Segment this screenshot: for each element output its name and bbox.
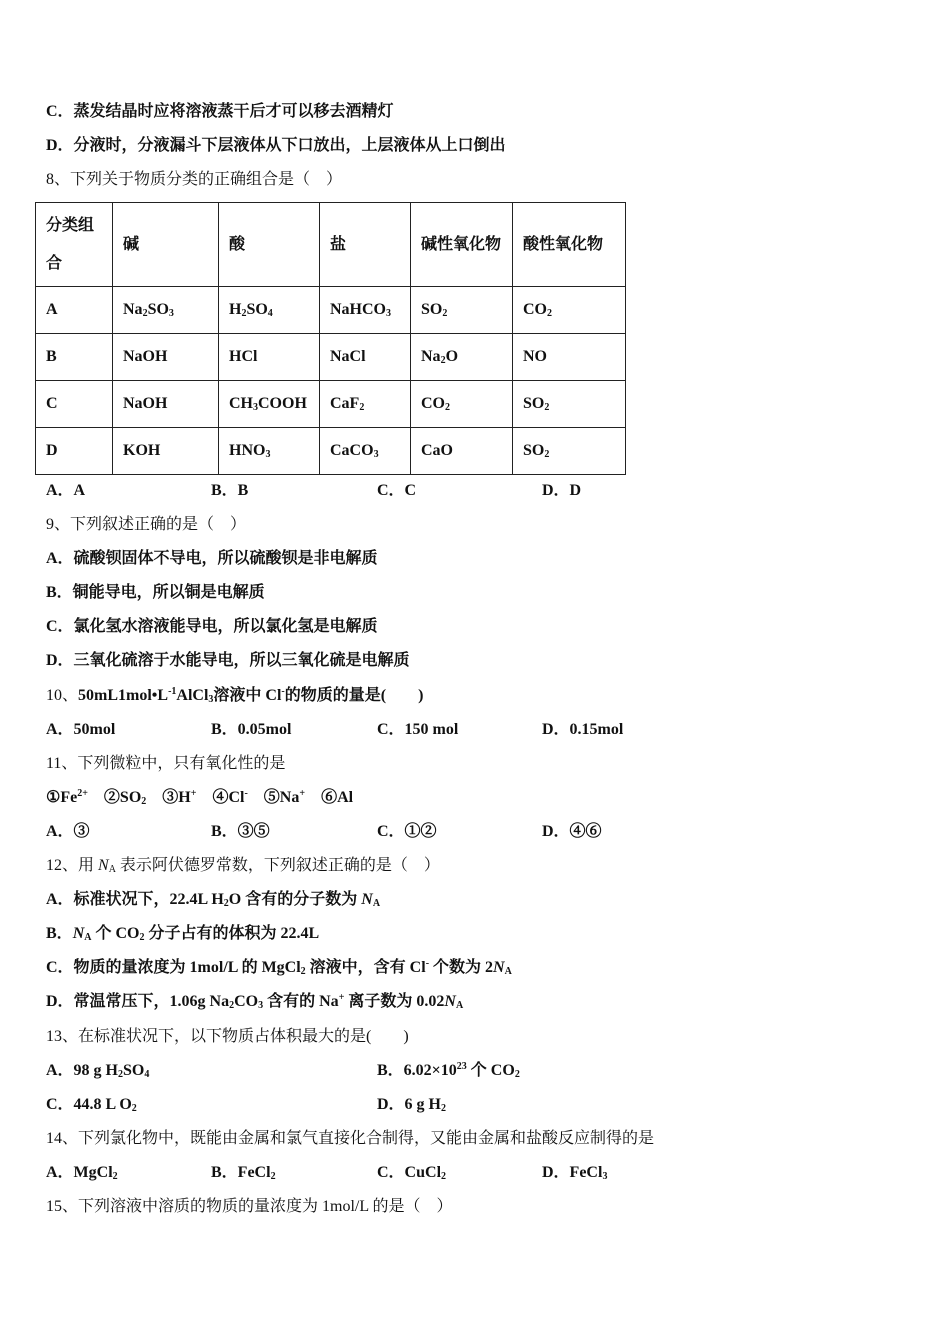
table-cell: CaF$_2$ [320,381,411,428]
table-cell: CaCO$_3$ [320,428,411,475]
q8-option-b: B．B [211,482,249,499]
table-row [36,381,626,428]
table-cell: $CO_2$ [513,287,626,334]
table-cell: $CO_2$ [411,381,513,428]
q14-option-a: A．MgCl$_2$ [46,1164,118,1182]
q12-option-a: A．标准状况下，22.4L $H_2O$ 含有的分子数为 $N_A$ [46,891,381,909]
q15-stem: 15、下列溶液中溶质的物质的量浓度为 1mol/L 的是（ ） [46,1198,453,1215]
q13-stem: 13、在标准状况下，以下物质占体积最大的是( ) [46,1028,409,1045]
q11-particles: $①Fe^{2+}$ $②SO_2$ ③H+ ④Cl- ⑤Na+ ⑥Al [46,788,354,807]
table-cell: C [36,381,113,428]
header-cell: 分类组合 [36,203,113,287]
table-cell: NaCl [320,334,411,381]
q10-stem: 10、$50mL1mol•L^{-1}AlCl_3$溶液中 Cl-的物质的量是( ) [46,686,424,705]
q9-stem: 9、下列叙述正确的是（ ） [46,516,247,533]
table-cell: KOH [113,428,219,475]
table-cell: D [36,428,113,475]
q14-option-d: D．FeCl$_3$ [542,1164,608,1182]
q12-option-d: D．常温常压下，1.06g $Na_2CO_3$ 含有的 Na+ 离子数为 $0.02N_A$ [46,992,464,1011]
q14-option-b: B．FeCl$_2$ [211,1164,276,1182]
table-cell: A [36,287,113,334]
q13-option-c: C．44.8 L $O_2$ [46,1096,137,1114]
q13-option-d: D．6 g $H_2$ [377,1096,447,1114]
table-cell: NaOH [113,381,219,428]
q7-option-c: C．蒸发结晶时应将溶液蒸干后才可以移去酒精灯 [46,103,394,120]
header-cell: 碱性氧化物 [411,203,513,287]
q13-option-a: A．98 g $H_2SO_4$ [46,1062,150,1080]
table-cell: CaO [411,428,513,475]
table-cell: B [36,334,113,381]
q8-option-a: A．A [46,482,86,499]
q9-option-a: A．硫酸钡固体不导电，所以硫酸钡是非电解质 [46,550,378,567]
table-cell: NaOH [113,334,219,381]
table-cell: $Na_2O$ [411,334,513,381]
q10-option-a: A．50mol [46,721,116,738]
q11-stem: 11、下列微粒中，只有氧化性的是 [46,755,286,772]
table-cell: HCl [219,334,320,381]
table-row [36,287,626,334]
table-cell: $SO_2$ [513,381,626,428]
q10-option-b: B．0.05mol [211,721,292,738]
header-cell: 酸性氧化物 [513,203,626,287]
table-cell: NO [513,334,626,381]
q11-option-a: A．③ [46,823,90,840]
table-cell: $CH_3COOH$ [219,381,320,428]
classification-table [35,202,626,475]
q8-option-c: C．C [377,482,417,499]
table-header-row [36,203,626,287]
q14-option-c: C．CuCl$_2$ [377,1164,447,1182]
header-cell: 酸 [219,203,320,287]
q9-option-c: C．氯化氢水溶液能导电，所以氯化氢是电解质 [46,618,378,635]
table-cell: $SO_2$ [411,287,513,334]
q14-stem: 14、下列氯化物中，既能由金属和氯气直接化合制得，又能由金属和盐酸反应制得的是 [46,1130,655,1147]
q12-stem: 12、用 $N_A$ 表示阿伏德罗常数，下列叙述正确的是（ ） [46,857,440,875]
header-cell: 盐 [320,203,411,287]
q7-option-d: D．分液时，分液漏斗下层液体从下口放出，上层液体从上口倒出 [46,137,506,154]
table-row [36,334,626,381]
table-row [36,428,626,475]
q12-option-b: B．$N_A$ 个 $CO_2$ 分子占有的体积为 22.4L [46,925,320,943]
q9-option-d: D．三氧化硫溶于水能导电，所以三氧化硫是电解质 [46,652,410,669]
table-cell: $Na_2SO_3$ [113,287,219,334]
q12-option-c: C．物质的量浓度为 1mol/L 的 MgCl$_2$ 溶液中，含有 Cl- 个数为 $2N_A$ [46,958,512,977]
q11-option-c: C．①② [377,823,437,840]
q8-option-d: D．D [542,482,582,499]
q9-option-b: B．铜能导电，所以铜是电解质 [46,584,265,601]
q13-option-b: B．$6.02\times 10^{23}$ 个 $CO_2$ [377,1061,520,1080]
table-cell: $H_2SO_4$ [219,287,320,334]
q10-option-c: C．150 mol [377,721,459,738]
q11-option-b: B．③⑤ [211,823,270,840]
header-cell: 碱 [113,203,219,287]
table-cell: NaHCO$_3$ [320,287,411,334]
q11-option-d: D．④⑥ [542,823,602,840]
q8-stem: 8、下列关于物质分类的正确组合是（ ） [46,171,343,188]
table-cell: $HNO_3$ [219,428,320,475]
table-cell: $SO_2$ [513,428,626,475]
q10-option-d: D．0.15mol [542,721,624,738]
